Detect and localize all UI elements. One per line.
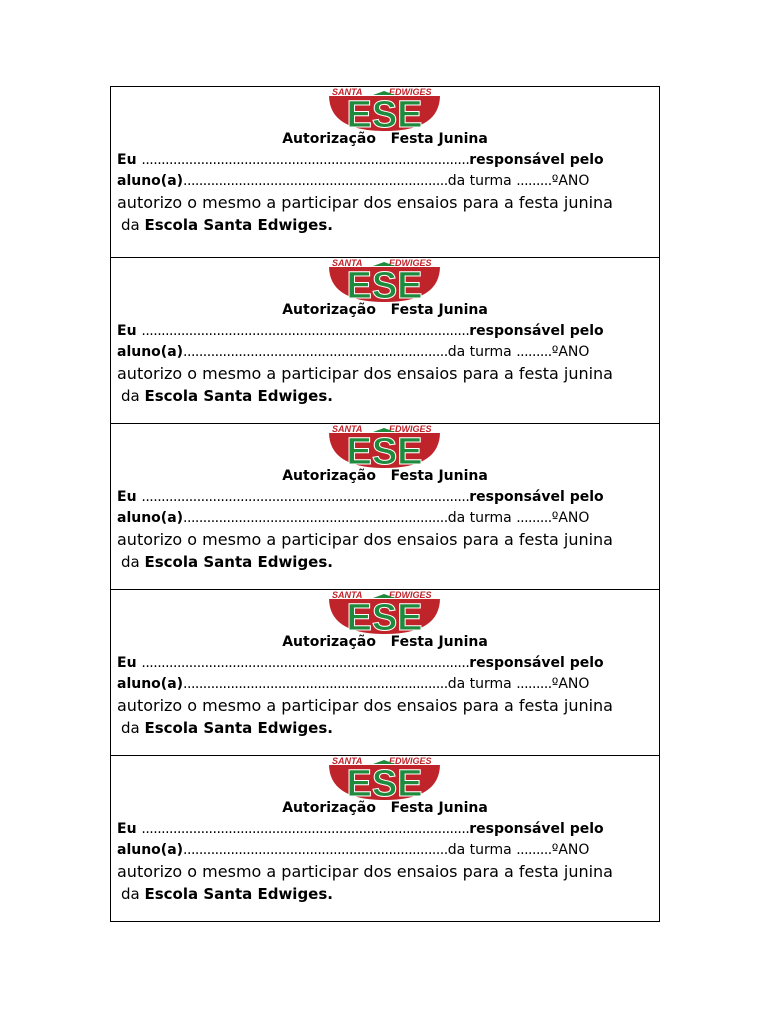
guardian-name-blank: ................................................................................... bbox=[141, 323, 470, 339]
da-turma-label: da turma bbox=[447, 173, 517, 189]
school-name: Escola Santa Edwiges. bbox=[144, 216, 333, 234]
ano-label: ºANO bbox=[551, 676, 590, 692]
da-label: da bbox=[121, 387, 145, 405]
ano-label: ºANO bbox=[551, 510, 590, 526]
svg-text:SANTA: SANTA bbox=[332, 87, 363, 97]
svg-text:SANTA: SANTA bbox=[332, 258, 363, 268]
svg-text:EDWIGES: EDWIGES bbox=[389, 424, 432, 434]
student-line bbox=[117, 841, 589, 859]
svg-text:SANTA: SANTA bbox=[332, 424, 363, 434]
slip-title: Autorização Festa Junina bbox=[282, 634, 488, 650]
da-label: da bbox=[121, 719, 145, 737]
guardian-name-blank: ................................................................................... bbox=[141, 821, 470, 837]
ano-label: ºANO bbox=[551, 344, 590, 360]
da-turma-label: da turma bbox=[447, 344, 517, 360]
class-blank: ......... bbox=[516, 842, 552, 858]
student-name-blank: ................................................................... bbox=[183, 173, 448, 189]
slip-title: Autorização Festa Junina bbox=[282, 131, 488, 147]
da-turma-label: da turma bbox=[447, 842, 517, 858]
school-logo-icon bbox=[329, 590, 440, 634]
school-logo-icon bbox=[329, 87, 440, 131]
school-logo-icon bbox=[329, 258, 440, 302]
student-line bbox=[117, 172, 589, 190]
class-blank: ......... bbox=[516, 344, 552, 360]
responsavel-label: responsável pelo bbox=[469, 821, 604, 837]
student-name-blank: ................................................................... bbox=[183, 842, 448, 858]
authorization-slip bbox=[111, 756, 659, 921]
guardian-line bbox=[117, 820, 604, 838]
student-line bbox=[117, 343, 589, 361]
svg-text:SANTA: SANTA bbox=[332, 756, 363, 766]
school-line bbox=[121, 884, 333, 904]
eu-label: Eu bbox=[117, 655, 137, 671]
svg-text:ESE: ESE bbox=[346, 94, 423, 131]
da-turma-label: da turma bbox=[447, 510, 517, 526]
svg-text:ESE: ESE bbox=[346, 763, 423, 800]
authorization-slip bbox=[111, 87, 659, 258]
student-name-blank: ................................................................... bbox=[183, 676, 448, 692]
responsavel-label: responsável pelo bbox=[469, 489, 604, 505]
authorization-text: autorizo o mesmo a participar dos ensaios para a festa junina bbox=[117, 696, 613, 715]
guardian-line bbox=[117, 488, 604, 506]
svg-text:EDWIGES: EDWIGES bbox=[389, 87, 432, 97]
authorization-text: autorizo o mesmo a participar dos ensaios para a festa junina bbox=[117, 862, 613, 881]
responsavel-label: responsável pelo bbox=[469, 655, 604, 671]
school-name: Escola Santa Edwiges. bbox=[144, 553, 333, 571]
eu-label: Eu bbox=[117, 489, 137, 505]
da-label: da bbox=[121, 885, 145, 903]
eu-label: Eu bbox=[117, 821, 137, 837]
school-name: Escola Santa Edwiges. bbox=[144, 719, 333, 737]
guardian-line bbox=[117, 654, 604, 672]
authorization-sheet bbox=[110, 86, 660, 922]
ano-label: ºANO bbox=[551, 173, 590, 189]
svg-text:ESE: ESE bbox=[346, 431, 423, 468]
school-name: Escola Santa Edwiges. bbox=[144, 387, 333, 405]
guardian-name-blank: ................................................................................... bbox=[141, 152, 470, 168]
authorization-slip bbox=[111, 258, 659, 424]
authorization-text: autorizo o mesmo a participar dos ensaios para a festa junina bbox=[117, 530, 613, 549]
school-line bbox=[121, 215, 333, 235]
school-line bbox=[121, 386, 333, 406]
aluno-label: aluno(a) bbox=[117, 344, 184, 360]
responsavel-label: responsável pelo bbox=[469, 152, 604, 168]
school-line bbox=[121, 552, 333, 572]
student-line bbox=[117, 675, 589, 693]
aluno-label: aluno(a) bbox=[117, 842, 184, 858]
svg-text:SANTA: SANTA bbox=[332, 590, 363, 600]
authorization-slip bbox=[111, 424, 659, 590]
school-logo-icon bbox=[329, 756, 440, 800]
eu-label: Eu bbox=[117, 323, 137, 339]
student-name-blank: ................................................................... bbox=[183, 510, 448, 526]
guardian-line bbox=[117, 151, 604, 169]
class-blank: ......... bbox=[516, 676, 552, 692]
aluno-label: aluno(a) bbox=[117, 676, 184, 692]
slip-title: Autorização Festa Junina bbox=[282, 302, 488, 318]
student-name-blank: ................................................................... bbox=[183, 344, 448, 360]
authorization-slip bbox=[111, 590, 659, 756]
authorization-text: autorizo o mesmo a participar dos ensaios para a festa junina bbox=[117, 193, 613, 212]
class-blank: ......... bbox=[516, 510, 552, 526]
aluno-label: aluno(a) bbox=[117, 510, 184, 526]
svg-text:EDWIGES: EDWIGES bbox=[389, 756, 432, 766]
svg-text:ESE: ESE bbox=[346, 265, 423, 302]
guardian-line bbox=[117, 322, 604, 340]
slip-title: Autorização Festa Junina bbox=[282, 800, 488, 816]
da-label: da bbox=[121, 553, 145, 571]
authorization-text: autorizo o mesmo a participar dos ensaios para a festa junina bbox=[117, 364, 613, 383]
da-turma-label: da turma bbox=[447, 676, 517, 692]
eu-label: Eu bbox=[117, 152, 137, 168]
guardian-name-blank: ................................................................................... bbox=[141, 655, 470, 671]
class-blank: ......... bbox=[516, 173, 552, 189]
da-label: da bbox=[121, 216, 145, 234]
aluno-label: aluno(a) bbox=[117, 173, 184, 189]
school-logo-icon bbox=[329, 424, 440, 468]
responsavel-label: responsável pelo bbox=[469, 323, 604, 339]
school-name: Escola Santa Edwiges. bbox=[144, 885, 333, 903]
student-line bbox=[117, 509, 589, 527]
svg-text:EDWIGES: EDWIGES bbox=[389, 590, 432, 600]
school-line bbox=[121, 718, 333, 738]
svg-text:ESE: ESE bbox=[346, 597, 423, 634]
slip-title: Autorização Festa Junina bbox=[282, 468, 488, 484]
ano-label: ºANO bbox=[551, 842, 590, 858]
guardian-name-blank: ................................................................................... bbox=[141, 489, 470, 505]
svg-text:EDWIGES: EDWIGES bbox=[389, 258, 432, 268]
